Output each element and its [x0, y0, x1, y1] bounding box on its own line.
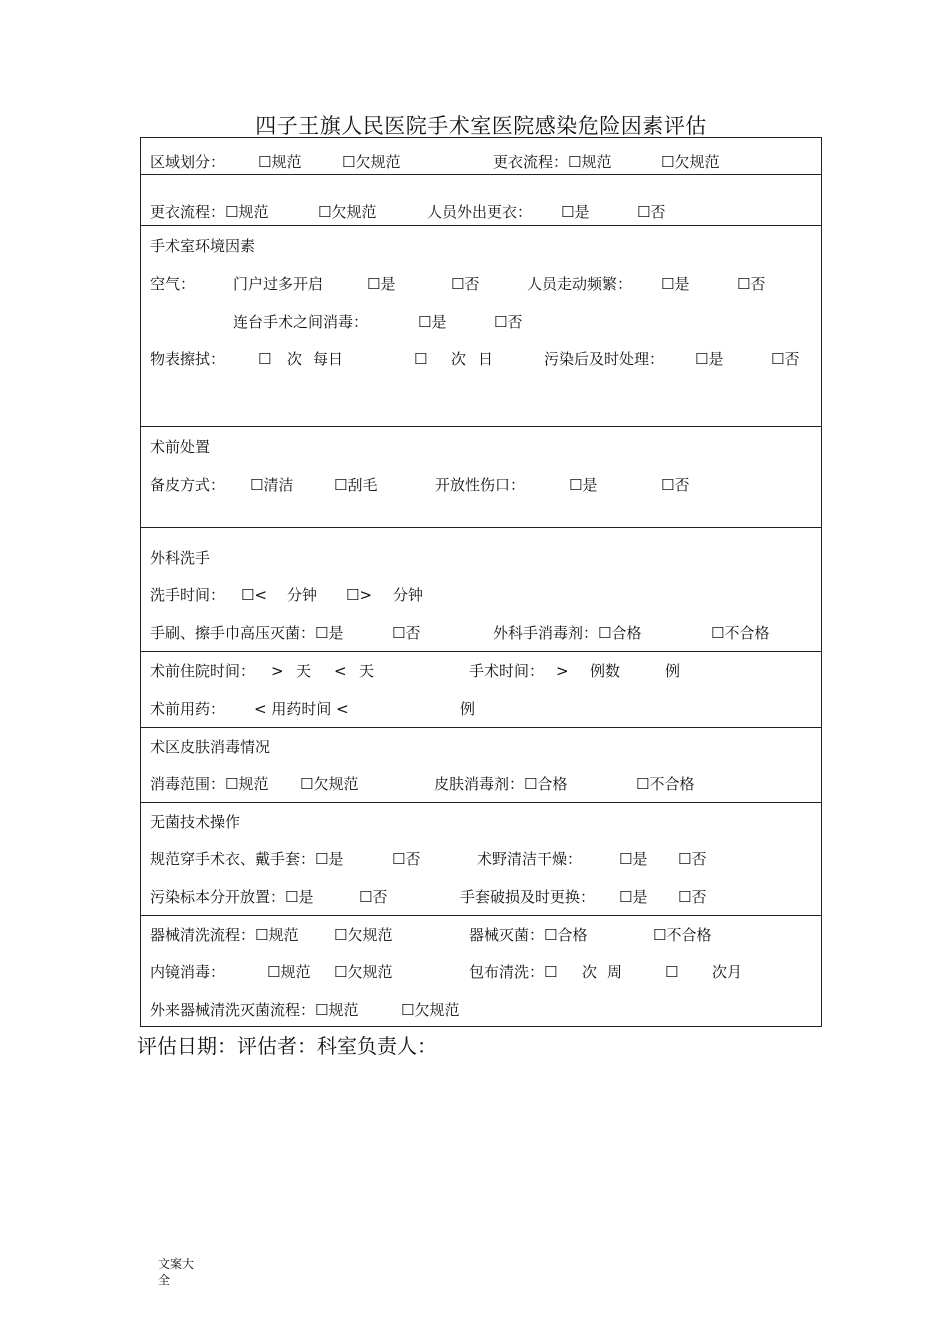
checkbox-endoscope-standard[interactable]: ☐规范: [267, 963, 311, 981]
checkbox-skin-disinfectant-fail[interactable]: ☐不合格: [636, 775, 695, 793]
checkbox-external-instrument-nonstandard[interactable]: ☐欠规范: [401, 1001, 460, 1019]
checkbox-dressing2-nonstandard[interactable]: ☐欠规范: [318, 203, 377, 221]
checkbox-skin-disinfectant-pass[interactable]: 皮肤消毒剂：☐合格: [434, 775, 568, 793]
checkbox-door-no[interactable]: ☐否: [451, 275, 480, 293]
checkbox-contamination-yes[interactable]: ☐是: [695, 350, 724, 368]
label-surgery-time: 手术时间：: [469, 662, 545, 680]
checkbox-brush-sterilized-yes[interactable]: 手刷、擦手巾高压灭菌：☐是: [150, 624, 344, 642]
checkbox-outing-yes[interactable]: ☐是: [561, 203, 590, 221]
section-area-division: [141, 138, 821, 174]
checkbox-contamination-no[interactable]: ☐否: [771, 350, 800, 368]
checkbox-wash-more[interactable]: ☐>: [346, 586, 373, 604]
label-door-open: 门户过多开启: [233, 275, 324, 293]
checkbox-field-yes[interactable]: ☐是: [619, 850, 648, 868]
checkbox-disinfection-yes[interactable]: ☐是: [418, 313, 447, 331]
checkbox-prep-clean[interactable]: ☐清洁: [250, 476, 294, 494]
label-days: 天: [296, 662, 312, 680]
label-between-surgery-disinfection: 连台手术之间消毒：: [233, 313, 369, 331]
label-times-month: 次月: [712, 963, 743, 981]
label-times-2: 次: [451, 350, 467, 368]
symbol-greater-2: >: [556, 662, 569, 680]
checkbox-walking-no[interactable]: ☐否: [737, 275, 766, 293]
checkbox-specimen-separate-no[interactable]: ☐否: [359, 888, 388, 906]
checkbox-gown-gloves-no[interactable]: ☐否: [392, 850, 421, 868]
section-heading-skin: 术区皮肤消毒情况: [150, 738, 271, 756]
checkbox-instrument-sterilization-pass[interactable]: 器械灭菌：☐合格: [469, 926, 588, 944]
section-heading-handwash: 外科洗手: [150, 549, 211, 567]
label-times-3: 次: [582, 963, 598, 981]
page-footer: 文案大全: [158, 1257, 195, 1287]
label-cases-2: 例: [460, 700, 476, 718]
section-heading-aseptic: 无菌技术操作: [150, 813, 241, 831]
checkbox-specimen-separate-yes[interactable]: 污染标本分开放置：☐是: [150, 888, 314, 906]
section-hospital-stay: [141, 651, 821, 728]
checkbox-external-instrument-standard[interactable]: 外来器械清洗灭菌流程：☐规范: [150, 1001, 359, 1019]
symbol-less: <: [334, 662, 347, 680]
checkbox-cloth-monthly[interactable]: ☐: [665, 963, 679, 981]
checkbox-disinfection-no[interactable]: ☐否: [494, 313, 523, 331]
assessment-form: [140, 137, 822, 1027]
checkbox-glove-yes[interactable]: ☐是: [619, 888, 648, 906]
signature-line: 评估日期：评估者：科室负责人：: [137, 1034, 437, 1058]
label-skin-prep: 备皮方式：: [150, 476, 226, 494]
section-instruments: [141, 915, 821, 1029]
label-case-count: 例数: [590, 662, 621, 680]
checkbox-instrument-cleaning-standard[interactable]: 器械清洗流程：☐规范: [150, 926, 299, 944]
checkbox-wash-less[interactable]: ☐<: [241, 586, 268, 604]
document-title: 四子王旗人民医院手术室医院感染危险因素评估: [255, 114, 707, 138]
section-heading-environment: 手术室环境因素: [150, 237, 256, 255]
label-glove-change: 手套破损及时更换：: [460, 888, 596, 906]
section-environment: [141, 225, 821, 427]
checkbox-wipe-days[interactable]: ☐: [414, 350, 428, 368]
checkbox-prep-shave[interactable]: ☐刮毛: [334, 476, 378, 494]
section-preop: [141, 426, 821, 528]
label-post-contamination: 污染后及时处理：: [544, 350, 665, 368]
section-skin-disinfection: [141, 727, 821, 803]
label-minutes: 分钟: [287, 586, 318, 604]
label-wash-time: 洗手时间：: [150, 586, 226, 604]
checkbox-field-no[interactable]: ☐否: [678, 850, 707, 868]
section-aseptic: [141, 802, 821, 916]
checkbox-wipe-daily[interactable]: ☐: [258, 350, 272, 368]
label-minutes-2: 分钟: [393, 586, 424, 604]
label-staff-outing: 人员外出更衣：: [427, 203, 533, 221]
checkbox-glove-no[interactable]: ☐否: [678, 888, 707, 906]
label-preop-medication: 术前用药：: [150, 700, 226, 718]
label-area-division: 区域划分：: [150, 153, 226, 171]
label-medication-time: < 用药时间 <: [254, 700, 349, 718]
label-air: 空气：: [150, 275, 196, 293]
label-cases: 例: [665, 662, 681, 680]
symbol-greater: >: [271, 662, 284, 680]
label-times: 次: [287, 350, 303, 368]
section-dressing: [141, 174, 821, 226]
section-heading-preop: 术前处置: [150, 438, 211, 456]
label-days-2: 天: [359, 662, 375, 680]
checkbox-hand-disinfectant-fail[interactable]: ☐不合格: [711, 624, 770, 642]
label-surface-wiping: 物表擦拭：: [150, 350, 226, 368]
checkbox-instrument-sterilization-fail[interactable]: ☐不合格: [653, 926, 712, 944]
checkbox-area-standard[interactable]: ☐规范: [258, 153, 302, 171]
checkbox-cloth-weekly[interactable]: 包布清洗：☐: [469, 963, 558, 981]
checkbox-instrument-cleaning-nonstandard[interactable]: ☐欠规范: [334, 926, 393, 944]
checkbox-dressing2-standard[interactable]: 更衣流程：☐规范: [150, 203, 269, 221]
label-endoscope-disinfection: 内镜消毒：: [150, 963, 226, 981]
label-day: 日: [478, 350, 494, 368]
checkbox-area-nonstandard[interactable]: ☐欠规范: [342, 153, 401, 171]
label-field-clean-dry: 术野清洁干燥：: [477, 850, 583, 868]
checkbox-brush-sterilized-no[interactable]: ☐否: [392, 624, 421, 642]
checkbox-hand-disinfectant-pass[interactable]: 外科手消毒剂：☐合格: [493, 624, 642, 642]
checkbox-walking-yes[interactable]: ☐是: [661, 275, 690, 293]
section-handwash: [141, 527, 821, 652]
checkbox-endoscope-nonstandard[interactable]: ☐欠规范: [334, 963, 393, 981]
checkbox-scope-nonstandard[interactable]: ☐欠规范: [300, 775, 359, 793]
label-week: 周: [607, 963, 623, 981]
checkbox-outing-no[interactable]: ☐否: [637, 203, 666, 221]
checkbox-wound-no[interactable]: ☐否: [661, 476, 690, 494]
label-preop-stay: 术前住院时间：: [150, 662, 256, 680]
checkbox-scope-standard[interactable]: 消毒范围：☐规范: [150, 775, 269, 793]
checkbox-door-yes[interactable]: ☐是: [367, 275, 396, 293]
label-daily: 每日: [313, 350, 344, 368]
checkbox-dressing-standard[interactable]: 更衣流程：☐规范: [493, 153, 612, 171]
label-open-wound: 开放性伤口：: [435, 476, 526, 494]
checkbox-gown-gloves-yes[interactable]: 规范穿手术衣、戴手套：☐是: [150, 850, 344, 868]
label-staff-walking: 人员走动频繁：: [527, 275, 633, 293]
checkbox-wound-yes[interactable]: ☐是: [569, 476, 598, 494]
checkbox-dressing-nonstandard[interactable]: ☐欠规范: [661, 153, 720, 171]
